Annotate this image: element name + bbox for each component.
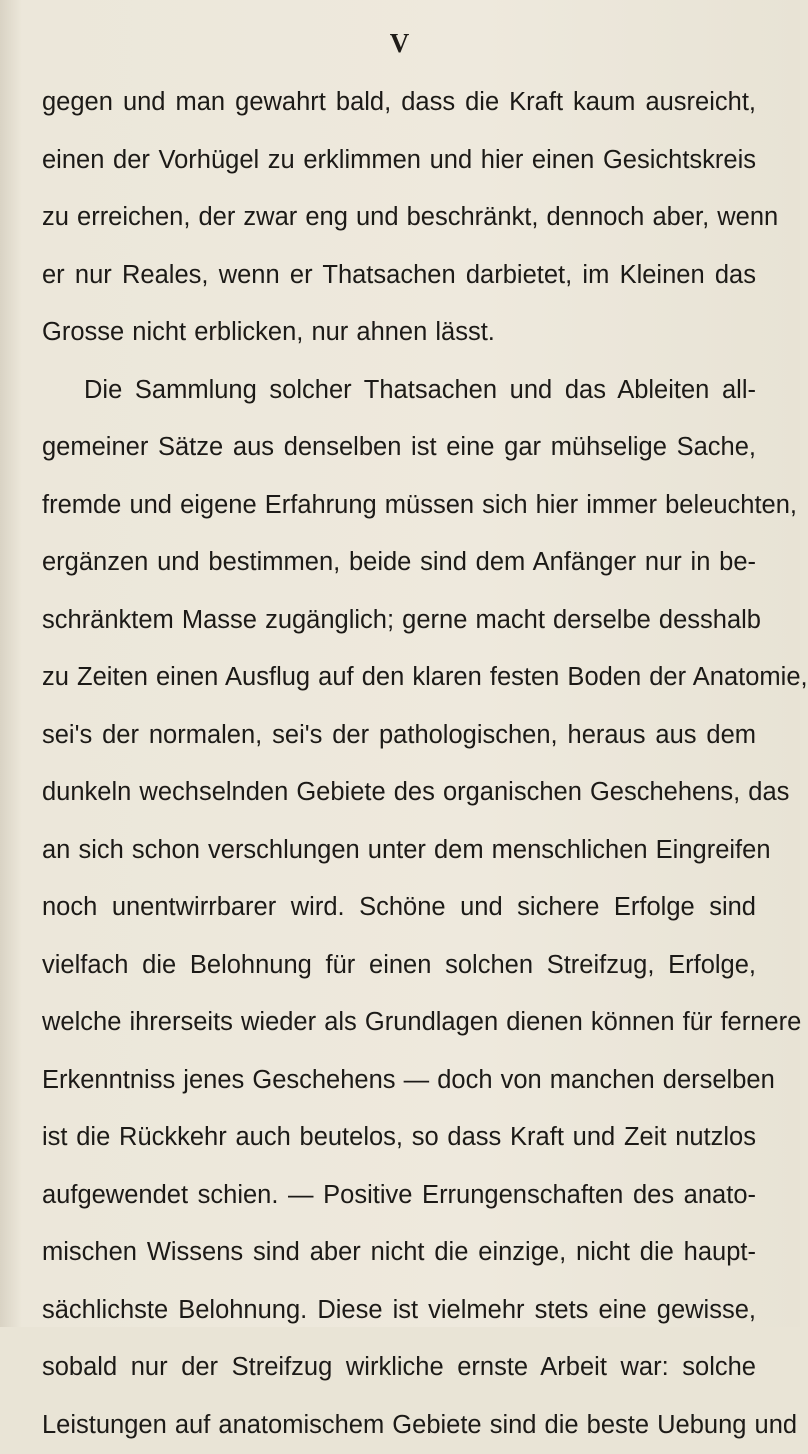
- text-line: einen der Vorhügel zu erklimmen und hier einen Gesichtskreis: [42, 132, 756, 190]
- text-line: dunkeln wechselnden Gebiete des organischen Geschehens, das: [42, 764, 756, 822]
- text-line: Die Sammlung solcher Thatsachen und das Ableiten all-: [42, 362, 756, 420]
- text-line: sächlichste Belohnung. Diese ist vielmehr stets eine gewisse,: [42, 1282, 756, 1340]
- text-line: zu Zeiten einen Ausflug auf den klaren festen Boden der Anatomie,: [42, 649, 756, 707]
- text-line: Erkenntniss jenes Geschehens — doch von manchen derselben: [42, 1052, 756, 1110]
- text-line: zu erreichen, der zwar eng und beschränkt, dennoch aber, wenn: [42, 189, 756, 247]
- text-line: aufgewendet schien. — Positive Errungenschaften des anato-: [42, 1167, 756, 1225]
- text-line: welche ihrerseits wieder als Grundlagen dienen können für fernere: [42, 994, 756, 1052]
- text-line: an sich schon verschlungen unter dem menschlichen Eingreifen: [42, 822, 756, 880]
- text-line: gegen und man gewahrt bald, dass die Kraft kaum ausreicht,: [42, 74, 756, 132]
- page-number: V: [0, 28, 800, 59]
- text-line: sobald nur der Streifzug wirkliche ernste Arbeit war: solche: [42, 1339, 756, 1397]
- text-line: noch unentwirrbarer wird. Schöne und sichere Erfolge sind: [42, 879, 756, 937]
- text-line: sei's der normalen, sei's der pathologischen, heraus aus dem: [42, 707, 756, 765]
- text-line: ist die Rückkehr auch beutelos, so dass Kraft und Zeit nutzlos: [42, 1109, 756, 1167]
- text-line: Leistungen auf anatomischem Gebiete sind die beste Uebung und: [42, 1397, 756, 1454]
- text-line: Grosse nicht erblicken, nur ahnen lässt.: [42, 304, 756, 362]
- text-line: er nur Reales, wenn er Thatsachen darbietet, im Kleinen das: [42, 247, 756, 305]
- text-line: ergänzen und bestimmen, beide sind dem Anfänger nur in be-: [42, 534, 756, 592]
- text-line: gemeiner Sätze aus denselben ist eine gar mühselige Sache,: [42, 419, 756, 477]
- text-line: mischen Wissens sind aber nicht die einzige, nicht die haupt-: [42, 1224, 756, 1282]
- text-line: schränktem Masse zugänglich; gerne macht derselbe desshalb: [42, 592, 756, 650]
- body-text: [42, 74, 756, 1454]
- text-line: fremde und eigene Erfahrung müssen sich hier immer beleuchten,: [42, 477, 756, 535]
- text-line: vielfach die Belohnung für einen solchen Streifzug, Erfolge,: [42, 937, 756, 995]
